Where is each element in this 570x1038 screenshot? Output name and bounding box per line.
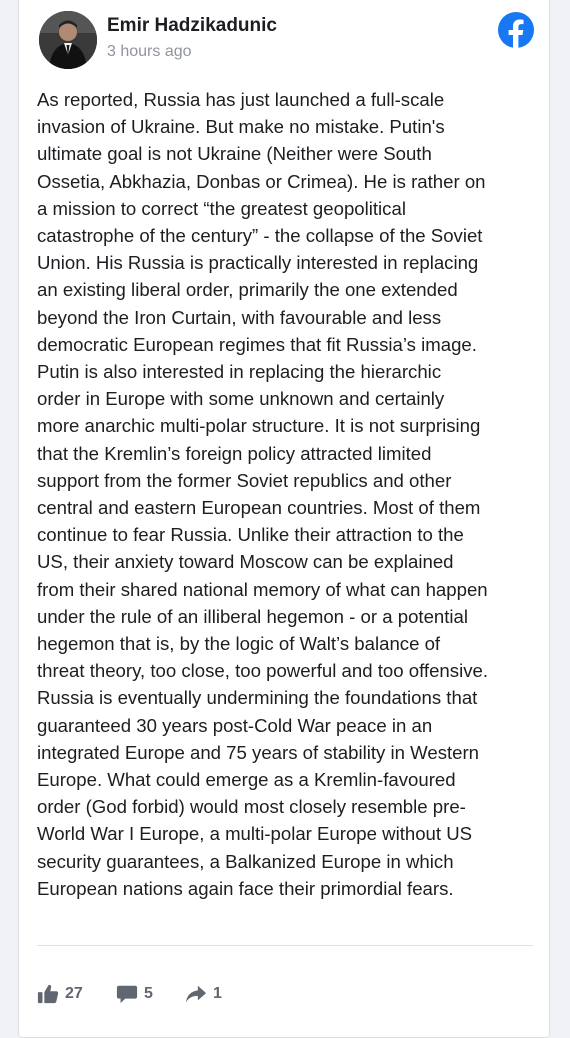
actions-divider xyxy=(37,945,533,946)
thumbs-up-icon xyxy=(37,983,59,1005)
avatar-photo xyxy=(39,11,97,69)
comment-bubble-icon xyxy=(116,983,138,1005)
avatar[interactable] xyxy=(39,11,97,69)
comment-button[interactable] xyxy=(116,981,153,1007)
share-button[interactable] xyxy=(185,981,222,1007)
facebook-logo-icon[interactable] xyxy=(498,12,534,48)
post-card xyxy=(18,0,550,1038)
author-name[interactable]: Emir Hadzikadunic xyxy=(107,15,277,36)
share-arrow-icon xyxy=(185,983,207,1005)
post-body-text: As reported, Russia has just launched a full-scale invasion of Ukraine. But make no mistake. Putin's ultimate goal is not Ukraine (Neither were South Ossetia, Abkhazia, Donbas or Crimea). He is rather on a mission to correct “the greatest geopolitical catastrophe of the century” - the collapse of the Soviet Union. His Russia is practically interested in replacing an existing liberal order, primarily the one extended beyond the Iron Curtain, with favourable and less democratic European regimes that fit Russia’s image. Putin is also interested in replacing the hierarchic order in Europe with some unknown and certainly more anarchic multi-polar structure. It is not surprising that the Kremlin’s foreign policy attracted limited support from the former Soviet republics and other central and eastern European countries. Most of them continue to fear Russia. Unlike their attraction to the US, their anxiety toward Moscow can be explained from their shared national memory of what can happen under the rule of an illiberal hegemon - or a potential hegemon that is, by the logic of Walt’s balance of threat theory, too close, too powerful and too offensive. Russia is eventually undermining the foundations that guaranteed 30 years post-Cold War peace in an integrated Europe and 75 years of stability in Western Europe. What could emerge as a Kremlin-favoured order (God forbid) would most closely resemble pre- World War I Europe, a multi-polar Europe without US security guarantees, a Balkanized Europe in which European nations again face their primordial fears. xyxy=(37,89,489,899)
post-timestamp[interactable]: 3 hours ago xyxy=(107,43,192,60)
share-count: 1 xyxy=(213,985,222,1002)
like-button[interactable] xyxy=(37,981,83,1007)
like-count: 27 xyxy=(65,985,83,1002)
comment-count: 5 xyxy=(144,985,153,1002)
